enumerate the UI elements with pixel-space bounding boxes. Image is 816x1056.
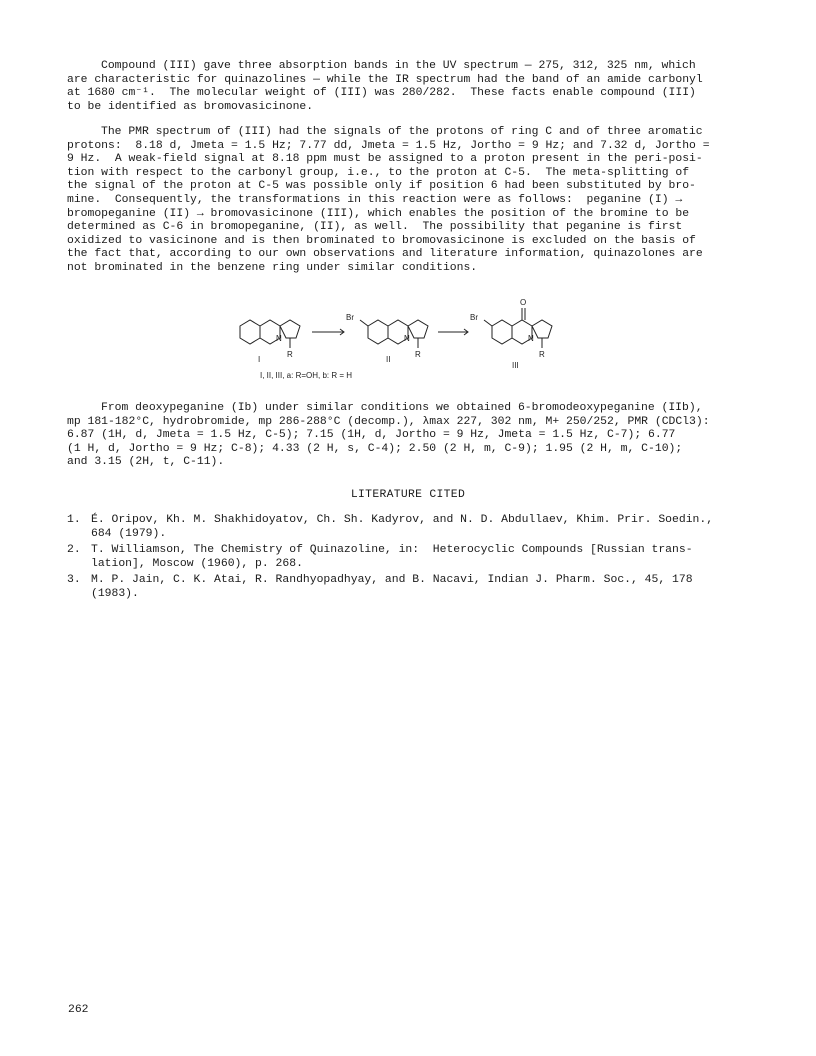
text-line: the fact that, according to our own observations and literature information, quinazolones are <box>67 248 703 261</box>
text-line: mine. Consequently, the transformations in this reaction were as follows: peganine (I) → <box>67 193 683 206</box>
structure-label-iii: III <box>512 361 519 370</box>
text-line: (1 H, d, Jortho = 9 Hz; C-8); 4.33 (2 H, s, C-4); 2.50 (2 H, m, C-9); 1.95 (2 H, m, C-10); <box>67 442 683 455</box>
text-line: mp 181-182°C, hydrobromide, mp 286-288°C (decomp.), λmax 227, 302 nm, M+ 250/252, PMR (CDCl3): <box>67 415 710 428</box>
text-line: 9 Hz. A weak-field signal at 8.18 ppm must be assigned to a proton present in the peri-posi- <box>67 153 703 166</box>
text-line: the signal of the proton at C-5 was possible only if position 6 had been substituted by bro- <box>67 180 696 193</box>
text-line: to be identified as bromovasicinone. <box>67 100 314 113</box>
text-line: From deoxypeganine (Ib) under similar conditions we obtained 6-bromodeoxypeganine (IIb), <box>101 402 703 414</box>
text-line: and 3.15 (2H, t, C-11). <box>67 456 225 469</box>
text-line: determined as C-6 in bromopeganine, (II), as well. The possibility that peganine is first <box>67 221 683 234</box>
page-number: 262 <box>68 1004 89 1016</box>
text-line: 6.87 (1H, d, Jmeta = 1.5 Hz, C-5); 7.15 (1H, d, Jortho = 9 Hz, Jmeta = 1.5 Hz, C-7); 6.77 <box>67 429 676 442</box>
paragraph-deoxypeganine <box>67 402 767 470</box>
literature-heading: LITERATURE CITED <box>350 489 466 501</box>
reference-text: 684 (1979). <box>91 528 167 540</box>
reference-number: 2. <box>67 544 81 556</box>
atom-r: R <box>415 350 421 359</box>
atom-br: Br <box>470 313 478 322</box>
atom-n: N <box>276 334 282 343</box>
atom-n: N <box>528 334 534 343</box>
reference-number: 3. <box>67 574 81 586</box>
atom-n: N <box>404 334 410 343</box>
text-line: The PMR spectrum of (III) had the signals of the protons of ring C and of three aromatic <box>101 126 703 138</box>
paragraph-uv-ir <box>67 60 767 114</box>
atom-r: R <box>539 350 545 359</box>
text-line: at 1680 cm⁻¹. The molecular weight of (III) was 280/282. These facts enable compound (III) <box>67 87 696 100</box>
text-line: oxidized to vasicinone and is then brominated to bromovasicinone is excluded on the basis of <box>67 234 696 247</box>
reaction-scheme <box>236 296 556 388</box>
text-line: Compound (III) gave three absorption bands in the UV spectrum — 275, 312, 325 nm, which <box>101 60 696 72</box>
structure-label-ii: II <box>386 355 391 364</box>
text-line: tion with respect to the carbonyl group, i.e., to the proton at C-5. The meta-splitting of <box>67 166 690 179</box>
reference-text: É. Oripov, Kh. M. Shakhidoyatov, Ch. Sh. Kadyrov, and N. D. Abdullaev, Khim. Prir. Soedin., <box>91 514 714 526</box>
reference-number: 1. <box>67 514 81 526</box>
text-line: bromopeganine (II) → bromovasicinone (III), which enables the position of the bromine to be <box>67 207 690 220</box>
reference-text: T. Williamson, The Chemistry of Quinazoline, in: Heterocyclic Compounds [Russian trans- <box>91 544 693 556</box>
reference-text: (1983). <box>91 588 139 600</box>
paragraph-pmr <box>67 126 767 276</box>
atom-o: O <box>520 298 527 307</box>
atom-r: R <box>287 350 293 359</box>
scheme-caption: I, II, III, a: R=OH, b: R = H <box>260 371 353 380</box>
text-line: protons: 8.18 d, Jmeta = 1.5 Hz; 7.77 dd, Jmeta = 1.5 Hz, Jortho = 9 Hz; and 7.32 d, Jortho = <box>67 139 710 152</box>
reference-text: M. P. Jain, C. K. Atai, R. Randhyopadhyay, and B. Nacavi, Indian J. Pharm. Soc., 45, 178 <box>91 574 693 586</box>
structure-label-i: I <box>258 355 261 364</box>
text-line: not brominated in the benzene ring under similar conditions. <box>67 261 478 274</box>
reference-text: lation], Moscow (1960), p. 268. <box>91 558 303 570</box>
text-line: are characteristic for quinazolines — while the IR spectrum had the band of an amide carbonyl <box>67 73 703 86</box>
atom-br: Br <box>346 313 354 322</box>
